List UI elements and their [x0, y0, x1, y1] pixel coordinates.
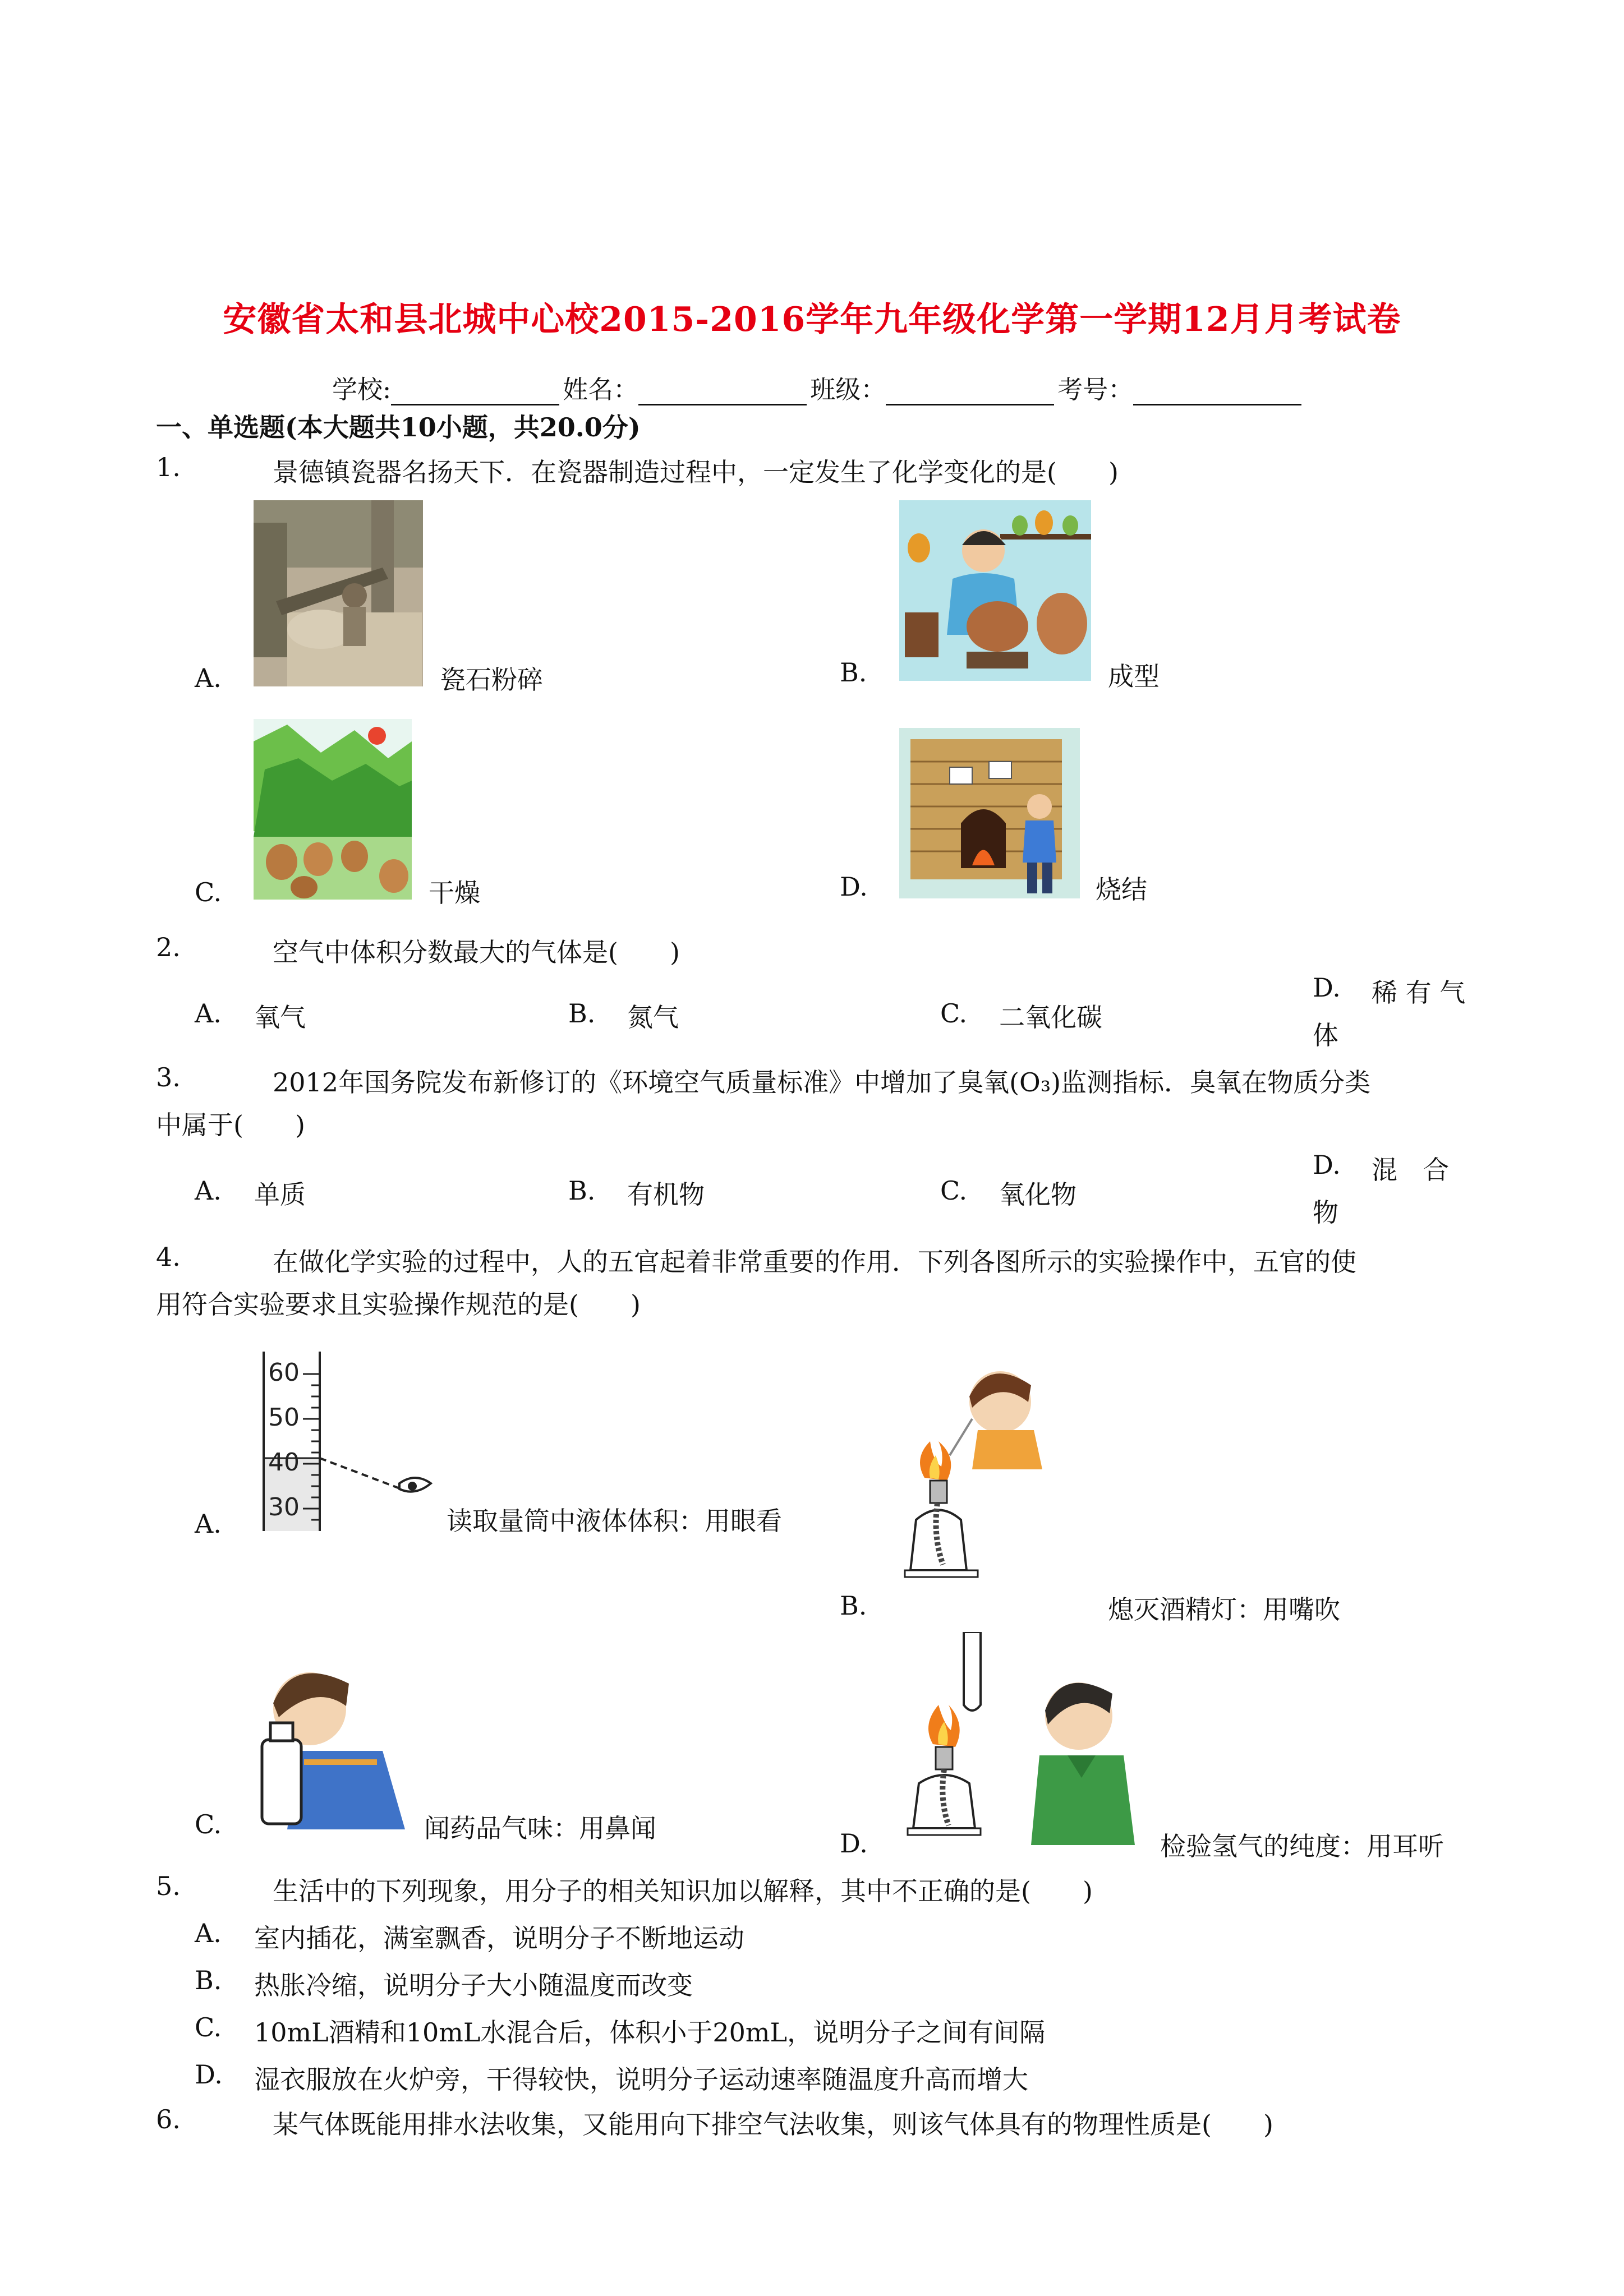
class-label: 班级： — [810, 375, 886, 404]
question-3-option-b-text: 有机物 — [627, 1179, 705, 1210]
exam-no-label: 考号： — [1057, 375, 1134, 404]
question-4-option-c-letter: C. — [195, 1809, 222, 1839]
question-3-text-line1: 2012年国务院发布新修订的《环境空气质量标准》中增加了臭氧(O₃)监测指标．臭氧在物质分类 — [273, 1067, 1371, 1098]
question-2-option-c-letter: C. — [940, 998, 968, 1029]
cylinder-tick-40: 40 — [268, 1448, 300, 1477]
question-3-option-b-letter: B. — [568, 1175, 596, 1206]
question-3-number: 3. — [156, 1062, 181, 1092]
kiln-firing-illustration — [899, 728, 1080, 898]
cylinder-tick-50: 50 — [268, 1403, 300, 1432]
question-6-number: 6. — [156, 2104, 181, 2134]
question-3-option-d-letter: D. — [1313, 1150, 1341, 1180]
question-1-option-c-text: 干燥 — [429, 878, 480, 908]
question-1-text: 景德镇瓷器名扬天下．在瓷器制造过程中，一定发生了化学变化的是( ) — [273, 457, 1119, 487]
question-5-option-d-letter: D. — [195, 2059, 223, 2090]
class-blank — [886, 379, 1054, 405]
student-info-line — [332, 369, 1305, 405]
question-3-option-d-text-line2: 物 — [1313, 1197, 1338, 1228]
cylinder-tick-30: 30 — [268, 1493, 300, 1522]
question-4-text-line2: 用符合实验要求且实验操作规范的是( ) — [156, 1289, 641, 1320]
question-1-option-c-letter: C. — [195, 877, 222, 907]
question-4-option-c-text: 闻药品气味：用鼻闻 — [424, 1813, 656, 1843]
question-4-option-a-text: 读取量筒中液体体积：用眼看 — [447, 1506, 782, 1536]
pottery-shaping-illustration — [899, 500, 1091, 681]
question-5-option-b-text: 热胀冷缩，说明分子大小随温度而改变 — [254, 1970, 693, 2000]
question-5-option-a-letter: A. — [195, 1918, 222, 1948]
question-5-option-a-text: 室内插花，满室飘香，说明分子不断地运动 — [254, 1923, 744, 1953]
question-4-option-a-letter: A. — [195, 1509, 222, 1539]
question-2-option-d-text-line2: 体 — [1313, 1020, 1338, 1050]
question-3-option-a-text: 单质 — [254, 1179, 306, 1210]
question-5-option-d-text: 湿衣服放在火炉旁，干得较快，说明分子运动速率随温度升高而增大 — [254, 2064, 1028, 2095]
cylinder-tick-60: 60 — [268, 1358, 300, 1387]
question-5-text: 生活中的下列现象，用分子的相关知识加以解释，其中不正确的是( ) — [273, 1876, 1093, 1906]
question-3-option-d-text-line1: 混 合 — [1372, 1155, 1449, 1185]
question-2-option-c-text: 二氧化碳 — [999, 1002, 1102, 1032]
stone-crushing-photo — [254, 500, 423, 686]
question-3-option-c-letter: C. — [940, 1175, 968, 1206]
question-1-option-d-letter: D. — [840, 872, 868, 902]
question-1-number: 1. — [156, 452, 181, 482]
question-5-option-c-letter: C. — [195, 2012, 222, 2043]
question-1-option-a-text: 瓷石粉碎 — [440, 665, 543, 695]
question-3-option-a-letter: A. — [195, 1175, 222, 1206]
school-blank — [391, 379, 559, 405]
question-2-option-b-letter: B. — [568, 998, 596, 1029]
question-3-text-line2: 中属于( ) — [156, 1110, 305, 1140]
question-5-option-c-text: 10mL酒精和10mL水混合后，体积小于20mL，说明分子之间有间隔 — [254, 2017, 1046, 2048]
graduated-cylinder-eye-illustration — [252, 1352, 443, 1531]
question-2-option-a-text: 氧气 — [254, 1002, 306, 1032]
question-1-option-d-text: 烧结 — [1096, 874, 1147, 905]
question-4-option-d-letter: D. — [840, 1828, 868, 1859]
question-2-number: 2. — [156, 932, 181, 962]
question-2-option-d-letter: D. — [1313, 972, 1341, 1003]
question-4-option-d-text: 检验氢气的纯度：用耳听 — [1160, 1831, 1444, 1861]
hydrogen-test-illustration — [899, 1632, 1140, 1856]
exam-title: 安徽省太和县北城中心校2015-2016学年九年级化学第一学期12月月考试卷 — [223, 300, 1401, 339]
question-4-number: 4. — [156, 1242, 181, 1272]
question-4-option-b-letter: B. — [840, 1590, 867, 1621]
school-label: 学校: — [332, 375, 392, 404]
name-label: 姓名： — [563, 375, 639, 404]
smelling-bottle-illustration — [254, 1650, 408, 1829]
pottery-drying-illustration — [254, 719, 412, 900]
question-1-option-b-letter: B. — [840, 657, 867, 688]
question-4-option-b-text: 熄灭酒精灯：用嘴吹 — [1108, 1594, 1340, 1625]
section-heading: 一、单选题(本大题共10小题，共20.0分) — [156, 412, 641, 442]
question-6-text: 某气体既能用排水法收集，又能用向下排空气法收集，则该气体具有的物理性质是( ) — [273, 2109, 1273, 2140]
question-4-text-line1: 在做化学实验的过程中，人的五官起着非常重要的作用．下列各图所示的实验操作中，五官的使 — [273, 1247, 1356, 1277]
question-2-text: 空气中体积分数最大的气体是( ) — [273, 937, 680, 967]
question-1-option-a-letter: A. — [195, 663, 222, 693]
question-3-option-c-text: 氧化物 — [999, 1179, 1076, 1210]
blowing-lamp-illustration — [899, 1335, 1068, 1615]
exam-no-blank — [1133, 379, 1301, 405]
question-2-option-d-text-line1: 稀 有 气 — [1372, 978, 1466, 1008]
question-1-option-b-text: 成型 — [1108, 661, 1160, 691]
question-2-option-b-text: 氮气 — [627, 1002, 679, 1032]
question-5-number: 5. — [156, 1871, 181, 1901]
question-2-option-a-letter: A. — [195, 998, 222, 1029]
question-5-option-b-letter: B. — [195, 1965, 222, 1995]
name-blank — [638, 379, 807, 405]
